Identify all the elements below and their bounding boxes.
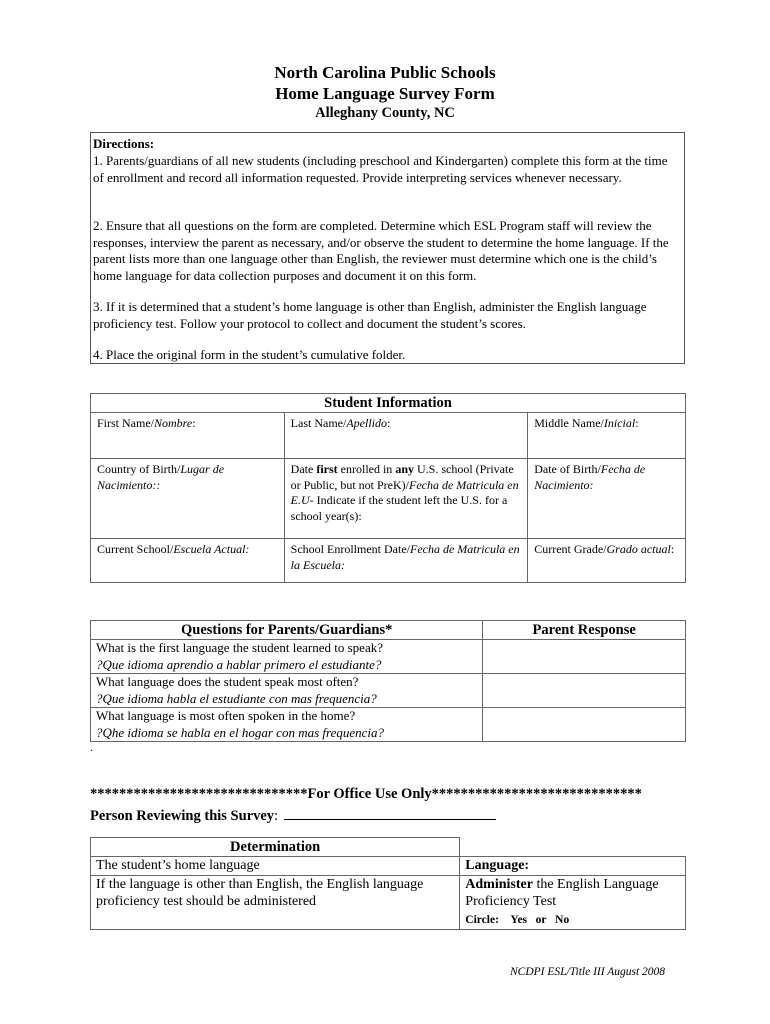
question-2: What language does the student speak most often? ?Que idioma habla el estudiante con mas frequencia? bbox=[91, 674, 483, 708]
determination-table bbox=[90, 837, 686, 930]
direction-item-4: 4. Place the original form in the student’s cumulative folder. bbox=[93, 347, 406, 362]
question-1: What is the first language the student learned to speak? ?Que idioma aprendio a hablar primero el estudiante? bbox=[91, 640, 483, 674]
office-use-banner: ******************************For Office Use Only***************************** bbox=[90, 786, 642, 802]
form-subtitle: Alleghany County, NC bbox=[315, 105, 455, 121]
question-3: What language is most often spoken in the home? ?Qhe idioma se habla en el hogar con mas frequencia? bbox=[91, 708, 483, 742]
country-of-birth-field[interactable]: Country of Birth/Lugar de Nacimiento:: bbox=[91, 459, 285, 539]
language-field[interactable]: Language: bbox=[460, 857, 686, 876]
first-name-field[interactable]: First Name/Nombre: bbox=[91, 413, 285, 459]
school-enrollment-date-field[interactable]: School Enrollment Date/Fecha de Matricula en la Escuela: bbox=[284, 539, 528, 583]
student-information-heading: Student Information bbox=[91, 394, 686, 413]
middle-name-field[interactable]: Middle Name/Inicial: bbox=[528, 413, 686, 459]
current-school-field[interactable]: Current School/Escuela Actual: bbox=[91, 539, 285, 583]
direction-item-1: 1. Parents/guardians of all new students (including preschool and Kindergarten) complete this form at the time of enrollment and record all information requested. Provide interpreting services whenever necessary. bbox=[93, 153, 668, 185]
reviewer-input[interactable] bbox=[284, 805, 496, 820]
no-option[interactable]: No bbox=[555, 914, 570, 926]
determination-heading: Determination bbox=[91, 838, 460, 857]
yes-option[interactable]: Yes bbox=[510, 914, 528, 926]
form-title-line2: Home Language Survey Form bbox=[275, 84, 495, 103]
reviewer-line: Person Reviewing this Survey: bbox=[90, 805, 496, 825]
directions-heading: Directions: bbox=[93, 136, 155, 151]
last-name-field[interactable]: Last Name/Apellido: bbox=[284, 413, 528, 459]
parent-questions-table bbox=[90, 620, 686, 742]
administer-test-cell: Administer the English Language Proficiency Test Circle: Yes or No bbox=[460, 876, 686, 930]
response-1-field[interactable] bbox=[483, 640, 686, 674]
reviewer-label: Person Reviewing this Survey bbox=[90, 808, 275, 824]
trailing-dot: . bbox=[90, 740, 93, 754]
response-3-field[interactable] bbox=[483, 708, 686, 742]
determination-heading-blank bbox=[460, 838, 686, 857]
questions-heading: Questions for Parents/Guardians* bbox=[91, 621, 483, 640]
response-2-field[interactable] bbox=[483, 674, 686, 708]
proficiency-test-text: If the language is other than English, the English language proficiency test should be administered bbox=[91, 876, 460, 930]
parent-response-heading: Parent Response bbox=[483, 621, 686, 640]
directions-box bbox=[90, 132, 685, 364]
form-title-line1: North Carolina Public Schools bbox=[274, 63, 496, 82]
direction-item-2: 2. Ensure that all questions on the form are completed. Determine which ESL Program staff will review the responses, interview the parent as necessary, and/or observe the student to determine the home language. If the parent lists more than one language other than English, the reviewer must determine which one is the child’s home language for data collection purposes and document it on this form. bbox=[93, 218, 669, 283]
student-information-table bbox=[90, 393, 686, 583]
footer-note: NCDPI ESL/Title III August 2008 bbox=[510, 966, 666, 978]
date-of-birth-field[interactable]: Date of Birth/Fecha de Nacimiento: bbox=[528, 459, 686, 539]
direction-item-3: 3. If it is determined that a student’s home language is other than English, administer the English language proficiency test. Follow your protocol to collect and document the student’s scores. bbox=[93, 299, 647, 331]
date-first-enrolled-field[interactable]: Date first enrolled in any U.S. school (Private or Public, but not PreK)/Fecha de Matricula en E.U- Indicate if the student left the U.S. for a school year(s): bbox=[284, 459, 528, 539]
current-grade-field[interactable]: Current Grade/Grado actual: bbox=[528, 539, 686, 583]
home-language-label: The student’s home language bbox=[91, 857, 460, 876]
